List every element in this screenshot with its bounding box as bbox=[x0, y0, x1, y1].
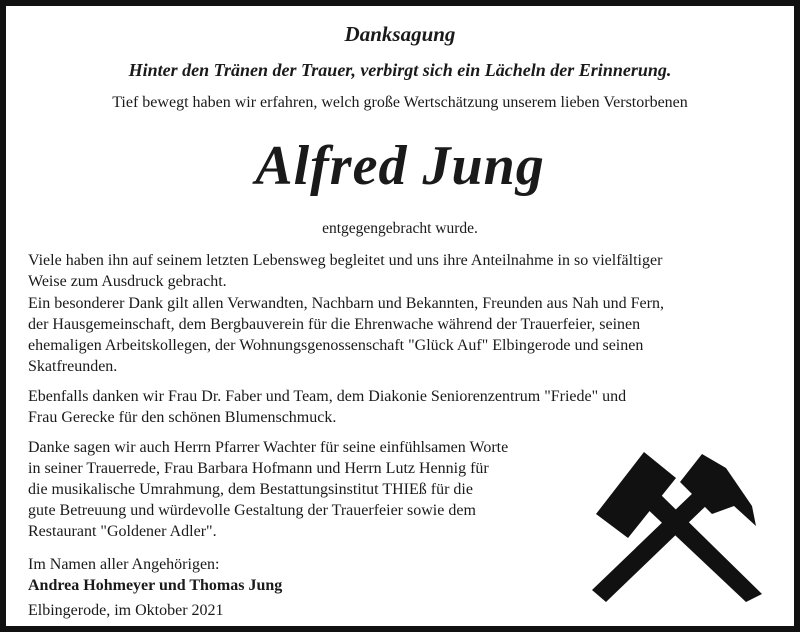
paragraph-condolences: Viele haben ihn auf seinem letzten Lebensweg begleitet und uns ihre Anteilnahme in so vielfältiger Weise zum Ausdruck gebracht. bbox=[28, 252, 663, 290]
place-and-date: Elbingerode, im Oktober 2021 bbox=[28, 602, 224, 619]
intro-text: Tief bewegt haben wir erfahren, welch große Wertschätzung unserem lieben Verstorbenen bbox=[112, 94, 688, 111]
paragraph-care-thanks: Ebenfalls danken wir Frau Dr. Faber und Team, dem Diakonie Seniorenzentrum "Friede" und Frau Gerecke für den schönen Blumenschmuck. bbox=[28, 388, 627, 426]
hammer-and-pick-icon bbox=[584, 444, 766, 602]
intro-end-text: entgegengebracht wurde. bbox=[322, 220, 478, 237]
paragraph-ceremony-thanks: Danke sagen wir auch Herrn Pfarrer Wachter für seine einfühlsamen Worte in seiner Trauerrede, Frau Barbara Hofmann und Herrn Lutz Hennig für die musikalische Umrahmung, dem Bestattungsinstitut THIEß für die gute Betreuung und würdevolle Gestaltung der Trauerfeier sowie dem Restaurant "Goldener Adler". bbox=[28, 439, 509, 540]
signatories: Andrea Hohmeyer und Thomas Jung bbox=[28, 577, 283, 594]
notice-title: Danksagung bbox=[344, 22, 456, 46]
notice-motto: Hinter den Tränen der Trauer, verbirgt sich ein Lächeln der Erinnerung. bbox=[128, 60, 672, 80]
deceased-name: Alfred Jung bbox=[255, 135, 545, 197]
closing-line: Im Namen aller Angehörigen: bbox=[28, 556, 220, 573]
paragraph-special-thanks: Ein besonderer Dank gilt allen Verwandten, Nachbarn und Bekannten, Freunden aus Nah und Fern, der Hausgemeinschaft, dem Bergbauverein für die Ehrenwache während der Trauerfeier, seinen ehemaligen Arbeitskollegen, der Wohnungsgenossenschaft "Glück Auf" Elbingerode und seinen Skatfreunden. bbox=[28, 295, 664, 375]
